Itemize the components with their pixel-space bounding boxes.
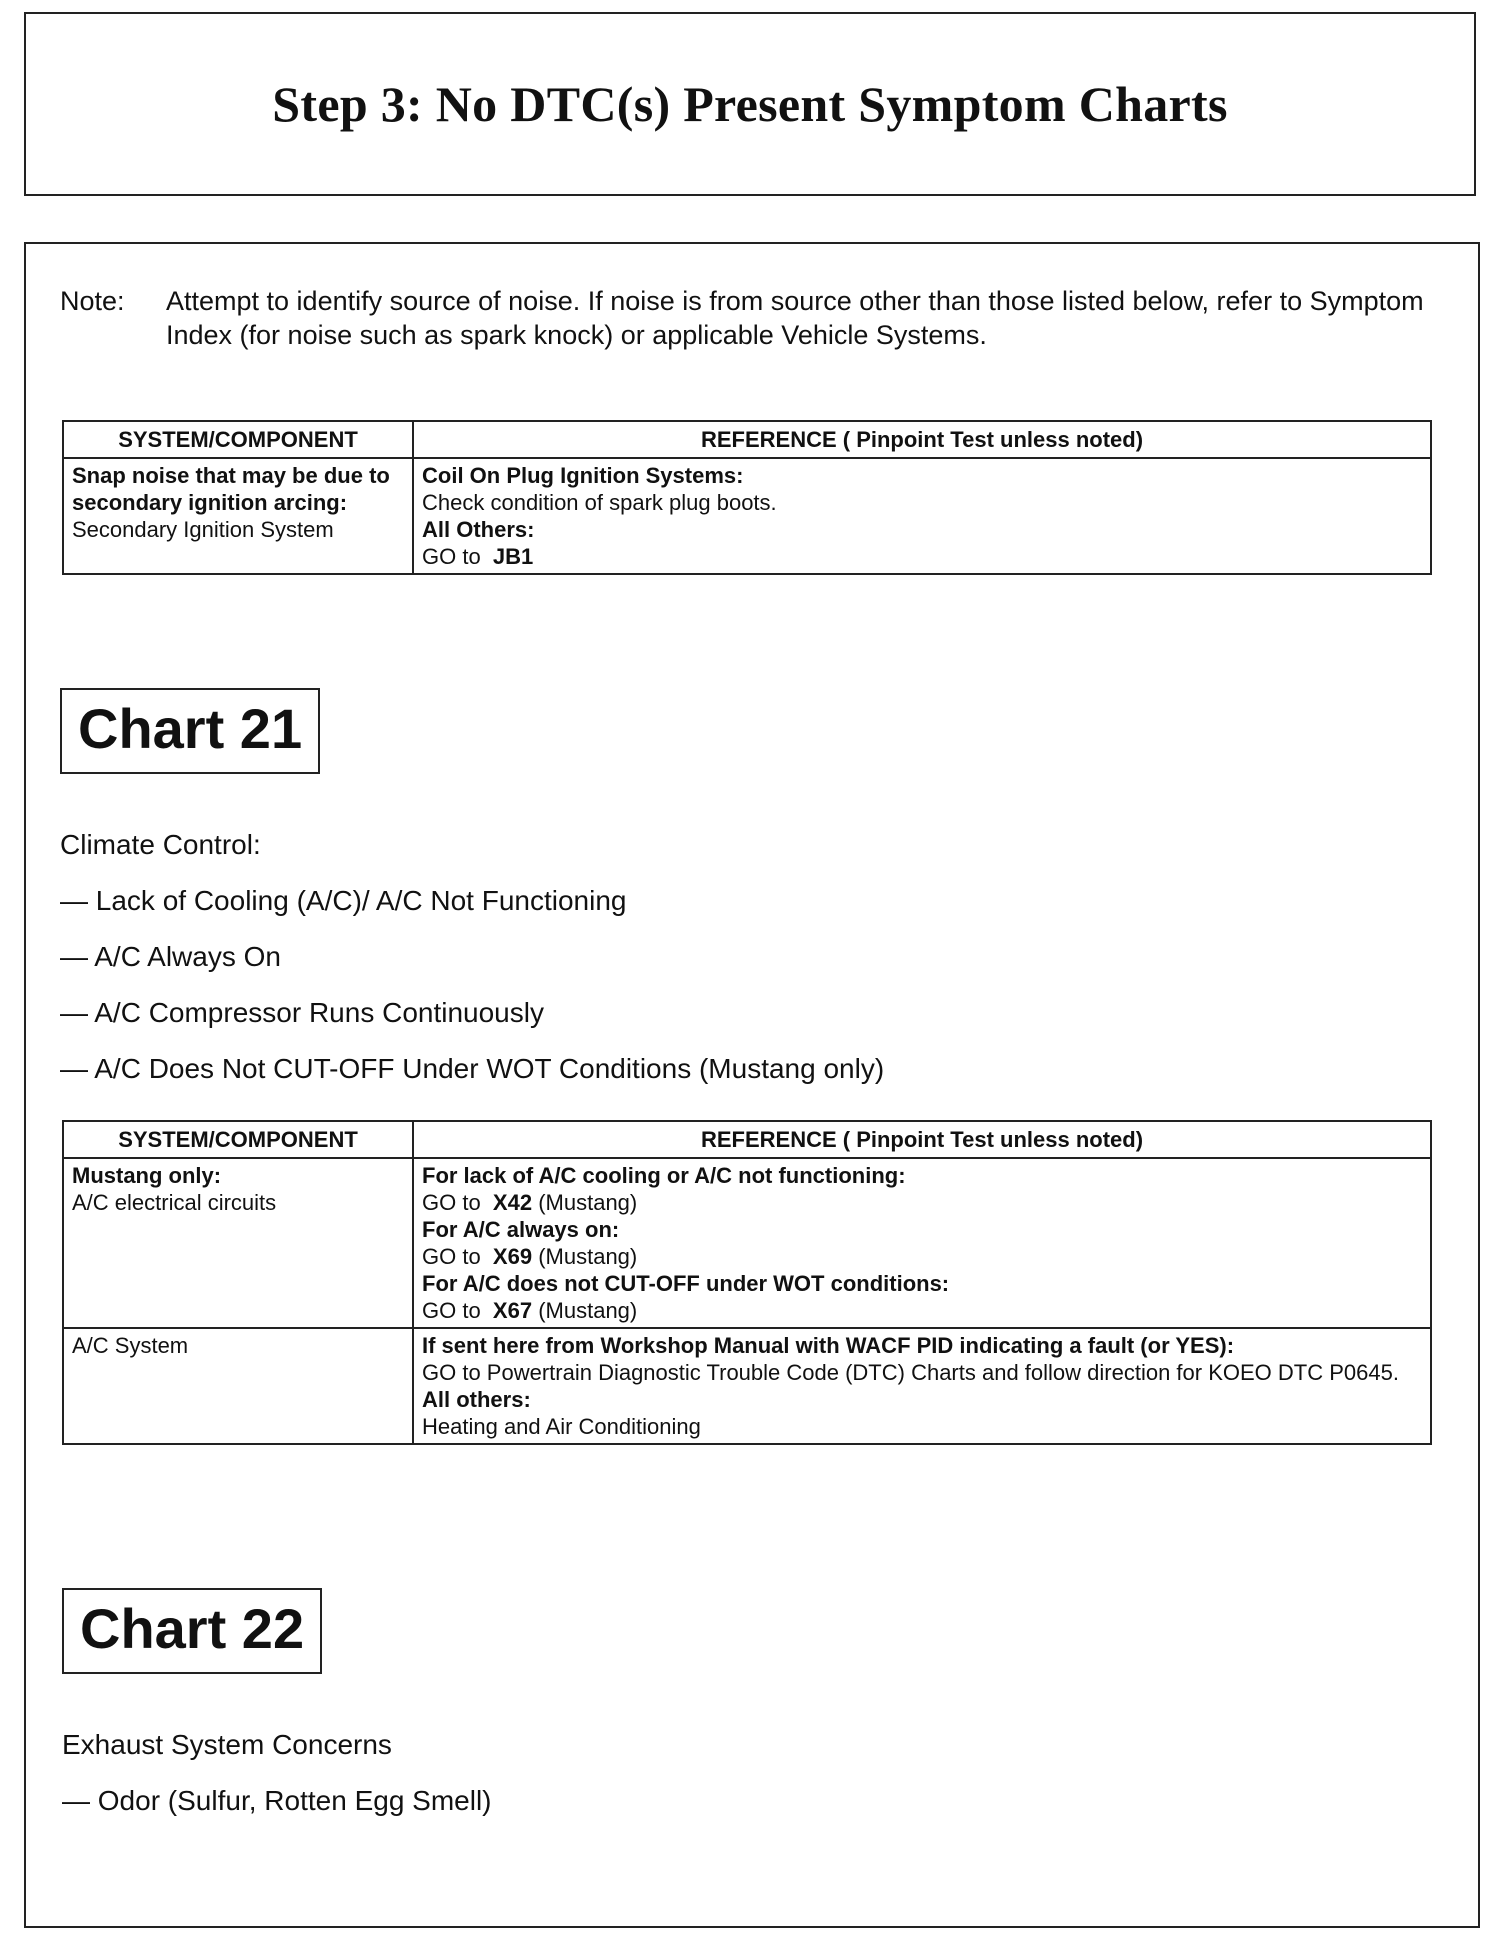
component-condition: Mustang only: <box>72 1163 222 1188</box>
ref-goto: GO to JB1 <box>422 544 534 569</box>
table-row <box>63 1158 1431 1328</box>
ref-goto: GO to X42 (Mustang) <box>422 1190 638 1215</box>
reference-cell <box>413 1158 1431 1328</box>
chart-21-label: Chart 21 <box>60 688 320 774</box>
table-header-row <box>63 421 1431 458</box>
ref-goto: GO to X69 (Mustang) <box>422 1244 638 1269</box>
chart-22-label: Chart 22 <box>62 1588 322 1674</box>
note <box>60 284 1440 352</box>
component-cell <box>63 458 413 574</box>
header-reference: REFERENCE ( Pinpoint Test unless noted) <box>413 1121 1431 1158</box>
title-box <box>24 12 1476 196</box>
table-row <box>63 1328 1431 1444</box>
chart-22-intro: Exhaust System Concerns <box>62 1729 392 1760</box>
ref-text: Heating and Air Conditioning <box>422 1414 701 1439</box>
ref-heading: Coil On Plug Ignition Systems: <box>422 463 744 488</box>
reference-table-climate <box>62 1120 1432 1445</box>
table-row <box>63 458 1431 574</box>
ref-text: GO to Powertrain Diagnostic Trouble Code (DTC) Charts and follow direction for KOEO DTC P0645. <box>422 1360 1399 1385</box>
page-title: Step 3: No DTC(s) Present Symptom Charts <box>272 76 1228 132</box>
pinpoint-code: X69 <box>492 1244 533 1269</box>
list-item: — A/C Compressor Runs Continuously <box>60 997 544 1028</box>
header-system-component: SYSTEM/COMPONENT <box>63 1121 413 1158</box>
note-text: Attempt to identify source of noise. If noise is from source other than those listed below, refer to Symptom Index (for noise such as spark knock) or applicable Vehicle Systems. <box>166 286 1424 350</box>
content-box <box>24 242 1480 1928</box>
header-system-component: SYSTEM/COMPONENT <box>63 421 413 458</box>
ref-heading: For lack of A/C cooling or A/C not functioning: <box>422 1163 906 1188</box>
ref-heading: All Others: <box>422 517 535 542</box>
table-header-row <box>63 1121 1431 1158</box>
component-condition: Snap noise that may be due to secondary ignition arcing: <box>72 463 390 515</box>
ref-heading: All others: <box>422 1387 531 1412</box>
pinpoint-code: JB1 <box>492 544 534 569</box>
component-name: A/C System <box>72 1333 189 1358</box>
pinpoint-code: X67 <box>492 1298 533 1323</box>
component-name: A/C electrical circuits <box>72 1190 277 1215</box>
list-item: — A/C Does Not CUT-OFF Under WOT Conditions (Mustang only) <box>60 1053 885 1084</box>
reference-cell <box>413 458 1431 574</box>
list-item: — A/C Always On <box>60 941 281 972</box>
component-cell <box>63 1328 413 1444</box>
header-reference: REFERENCE ( Pinpoint Test unless noted) <box>413 421 1431 458</box>
ref-heading: If sent here from Workshop Manual with WACF PID indicating a fault (or YES): <box>422 1333 1235 1358</box>
list-item: — Lack of Cooling (A/C)/ A/C Not Functioning <box>60 885 627 916</box>
ref-goto: GO to X67 (Mustang) <box>422 1298 638 1323</box>
reference-table-noise <box>62 420 1432 575</box>
ref-heading: For A/C always on: <box>422 1217 620 1242</box>
ref-heading: For A/C does not CUT-OFF under WOT conditions: <box>422 1271 950 1296</box>
note-label: Note: <box>60 286 125 316</box>
list-item: — Odor (Sulfur, Rotten Egg Smell) <box>62 1785 492 1816</box>
component-name: Secondary Ignition System <box>72 517 334 542</box>
pinpoint-code: X42 <box>492 1190 533 1215</box>
component-cell <box>63 1158 413 1328</box>
reference-cell <box>413 1328 1431 1444</box>
ref-text: Check condition of spark plug boots. <box>422 490 777 515</box>
chart-21-intro: Climate Control: <box>60 829 261 860</box>
